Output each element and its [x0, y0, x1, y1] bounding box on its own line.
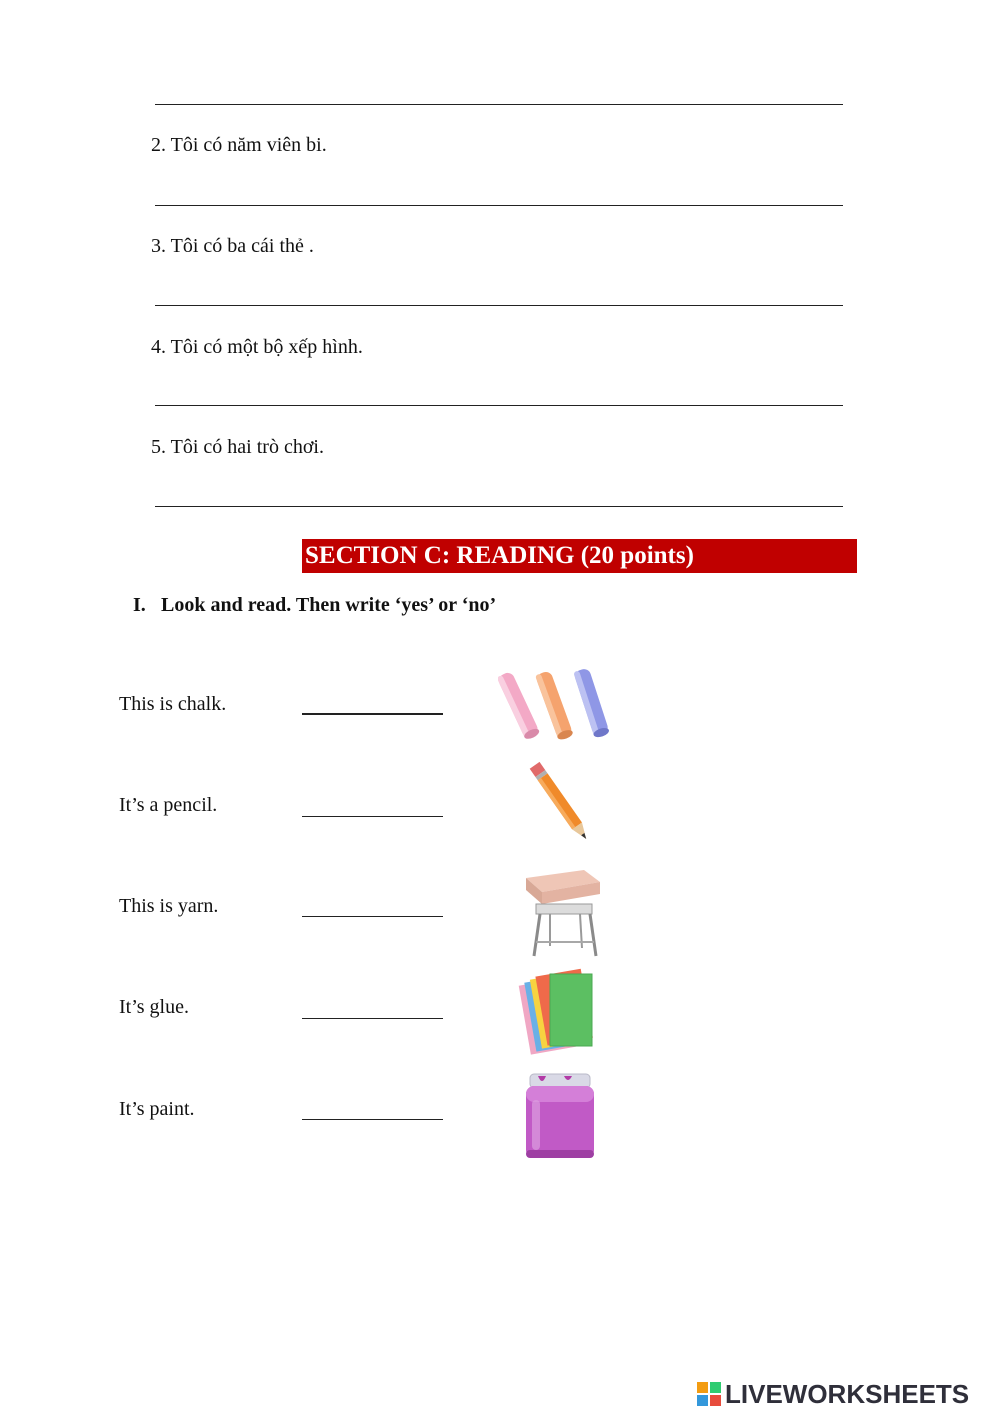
reading-item-3: This is yarn.: [119, 895, 219, 917]
translation-item-3: 3. Tôi có ba cái thẻ .: [151, 235, 314, 257]
paper-icon: [514, 968, 598, 1058]
paint-jar-icon: [520, 1070, 600, 1162]
answer-blank-3[interactable]: [302, 916, 443, 917]
reading-item-5: It’s paint.: [119, 1098, 195, 1120]
answer-blank-4[interactable]: [302, 1018, 443, 1019]
answer-line-5[interactable]: [155, 506, 843, 507]
answer-line-1[interactable]: [155, 104, 843, 105]
answer-line-2[interactable]: [155, 205, 843, 206]
translation-item-5: 5. Tôi có hai trò chơi.: [151, 436, 324, 458]
instruction-number: I.: [133, 594, 146, 616]
section-title: SECTION C: READING (20 points): [302, 539, 857, 573]
chalk-icon: [498, 664, 622, 740]
pencil-icon: [518, 755, 604, 851]
translation-item-4: 4. Tôi có một bộ xếp hình.: [151, 336, 363, 358]
desk-icon: [520, 864, 604, 960]
instruction: [133, 593, 496, 617]
translation-item-2: 2. Tôi có năm viên bi.: [151, 134, 327, 156]
answer-line-4[interactable]: [155, 405, 843, 406]
reading-item-2: It’s a pencil.: [119, 794, 218, 816]
liveworksheets-logo-icon: [697, 1382, 721, 1406]
answer-blank-1[interactable]: [302, 713, 443, 715]
reading-item-4: It’s glue.: [119, 996, 189, 1018]
reading-item-1: This is chalk.: [119, 693, 227, 715]
answer-blank-5[interactable]: [302, 1119, 443, 1120]
brand-logo: [697, 1379, 969, 1409]
answer-line-3[interactable]: [155, 305, 843, 306]
brand-name: LIVEWORKSHEETS: [725, 1378, 970, 1409]
instruction-text: Look and read. Then write ‘yes’ or ‘no’: [161, 594, 497, 616]
answer-blank-2[interactable]: [302, 816, 443, 817]
